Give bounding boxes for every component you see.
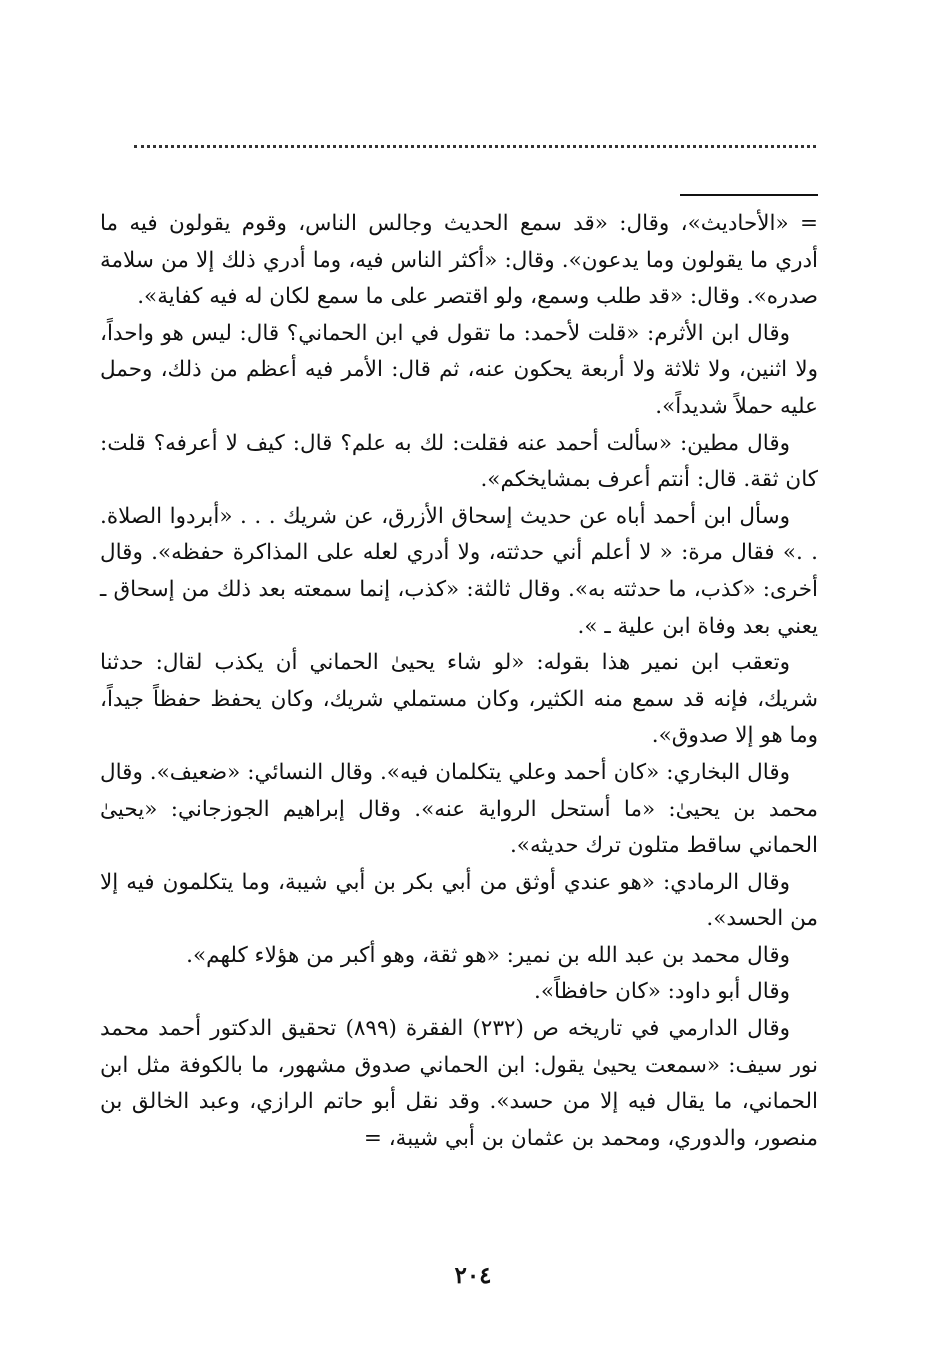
footnote-paragraph: وتعقب ابن نمير هذا بقوله: «لو شاء يحيىٰ الحماني أن يكذب لقال: حدثنا شريك، فإنه قد سمع منه الكثير، وكان مستملي شريك، وكان يحفظ حفظاً جيداً، وما هو إلا صدوق». [100, 650, 818, 749]
dotted-separator [134, 145, 816, 148]
footnote-paragraph: وقال مطين: «سألت أحمد عنه فقلت: لك به علم؟ قال: كيف لا أعرفه؟ قلت: كان ثقة. قال: أنتم أعرف بمشايخكم». [100, 430, 818, 493]
footnote-paragraph: = «الأحاديث»، وقال: «قد سمع الحديث وجالس الناس، وقوم يقولون فيه ما أدري ما يقولون وما يدعون». وقال: «أكثر الناس فيه، وما أدري ذلك إلا من سلامة صدره». وقال: «قد طلب وسمع، ولو اقتصر على ما سمع لكان له فيه كفاية». [100, 211, 818, 310]
footnote-paragraph: وقال البخاري: «كان أحمد وعلي يتكلمان فيه». وقال النسائي: «ضعيف». وقال محمد بن يحيىٰ: «ما أستحل الرواية عنه». وقال إبراهيم الجوزجاني: «يحيىٰ الحماني ساقط متلون ترك حديثه». [100, 759, 818, 859]
footnote-paragraph: وقال محمد بن عبد الله بن نمير: «هو ثقة، وهو أكبر من هؤلاء كلهم». [186, 942, 790, 968]
footnote-paragraph: وقال الرمادي: «هو عندي أوثق من أبي بكر بن أبي شيبة، وما يتكلمون فيه إلا من الحسد». [100, 869, 818, 932]
footnote-rule [680, 194, 818, 196]
footnote-paragraph: وقال ابن الأثرم: «قلت لأحمد: ما تقول في ابن الحماني؟ قال: ليس هو واحداً، ولا اثنين، ولا ثلاثة ولا أربعة يحكون عنه، ثم قال: الأمر فيه أعظم من ذلك، وحمل عليه حملاً شديداً». [100, 320, 818, 419]
footnote-paragraph: وقال أبو داود: «كان حافظاً». [533, 979, 790, 1005]
page-number: ٢٠٤ [454, 1262, 492, 1289]
footnote-text [100, 206, 818, 1157]
footnote-paragraph: وسأل ابن أحمد أباه عن حديث إسحاق الأزرق، عن شريك . . . «أبردوا الصلاة. . .» فقال مرة: « لا أعلم أني حدثته، ولا أدري لعله على المذاكرة حفظه». وقال أخرى: «كذب، ما حدثته به». وقال ثالثة: «كذب، إنما سمعته بعد ذلك من إسحاق ـ يعني بعد وفاة ابن علية ـ ». [100, 503, 818, 639]
footnote-paragraph: وقال الدارمي في تاريخه ص (٢٣٢) الفقرة (٨٩٩) تحقيق الدكتور أحمد محمد نور سيف: «سمعت يحيىٰ يقول: ابن الحماني صدوق مشهور، ما بالكوفة مثل ابن الحماني، ما يقال فيه إلا من حسد». وقد نقل أبو حاتم الرازي، وعبد الخالق بن منصور، والدوري، ومحمد بن عثمان بن أبي شيبة، = [100, 1016, 818, 1151]
